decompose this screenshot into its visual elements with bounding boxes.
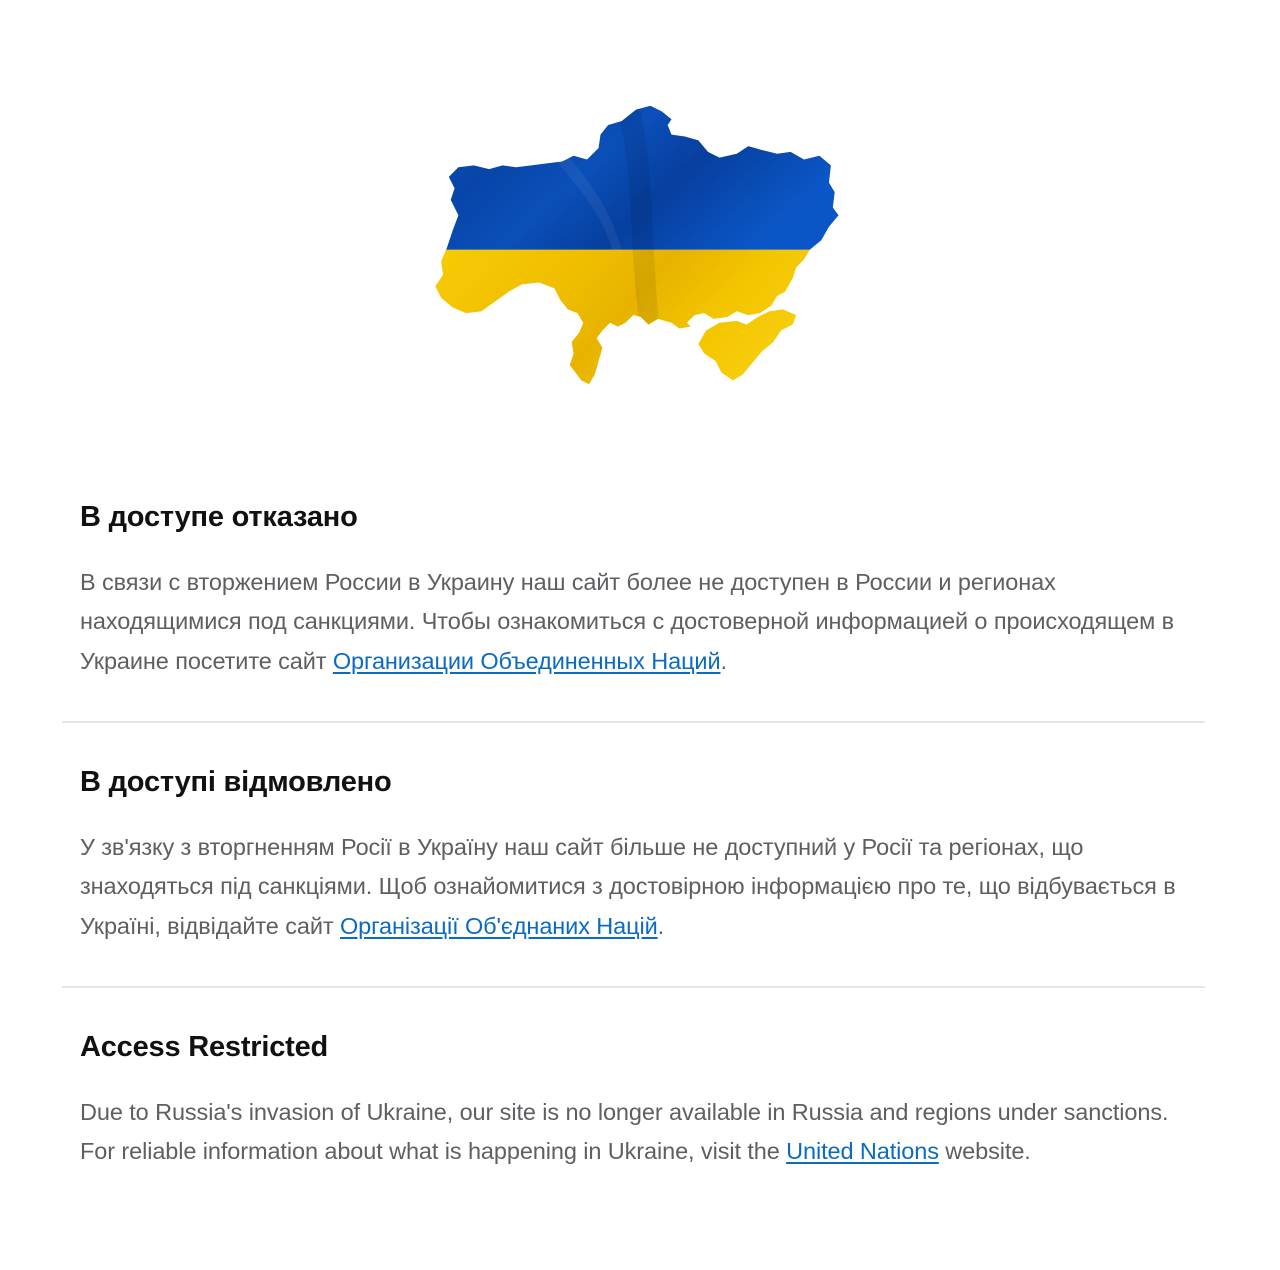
section-heading: В доступі відмовлено [80, 766, 392, 798]
body-text: Due to Russia's invasion of Ukraine, our site is no longer available in Russia and regions under sanctions. For reliable information about what is happening in Ukraine, visit the [80, 1099, 1169, 1165]
section-body [80, 828, 1205, 946]
united-nations-link[interactable]: Организации Объединенных Наций [332, 647, 721, 674]
body-text-end: website. [938, 1138, 1031, 1165]
united-nations-link[interactable]: Організації Об'єднаних Націй [339, 912, 658, 939]
section-heading: Access Restricted [80, 1031, 329, 1063]
section-divider [62, 986, 1205, 988]
body-text-end: . [720, 647, 727, 674]
notice-section-russian [80, 499, 1205, 681]
body-text-end: . [657, 912, 665, 939]
section-divider [62, 721, 1205, 723]
notice-section-english [80, 1029, 1205, 1172]
section-heading: В доступе отказано [80, 501, 358, 533]
notice-section-ukrainian [80, 764, 1205, 946]
body-text: У зв'язку з вторгненням Росії в Україну наш сайт більше не доступний у Росії та регіонах, що знаходяться під санкціями. Щоб ознайомитися з достовірною інформацією про те, що відбувається в Україні, відвідайте сайт [80, 834, 1176, 939]
ukraine-flag-map-image [420, 96, 852, 394]
section-body [80, 563, 1205, 681]
section-body [80, 1093, 1205, 1172]
ukraine-map-icon [420, 96, 852, 394]
united-nations-link[interactable]: United Nations [786, 1138, 939, 1165]
body-text: В связи с вторжением России в Украину наш сайт более не доступен в России и регионах находящимися под санкциями. Чтобы ознакомиться с достоверной информацией о происходящем в Украине посетите сайт [80, 569, 1174, 674]
